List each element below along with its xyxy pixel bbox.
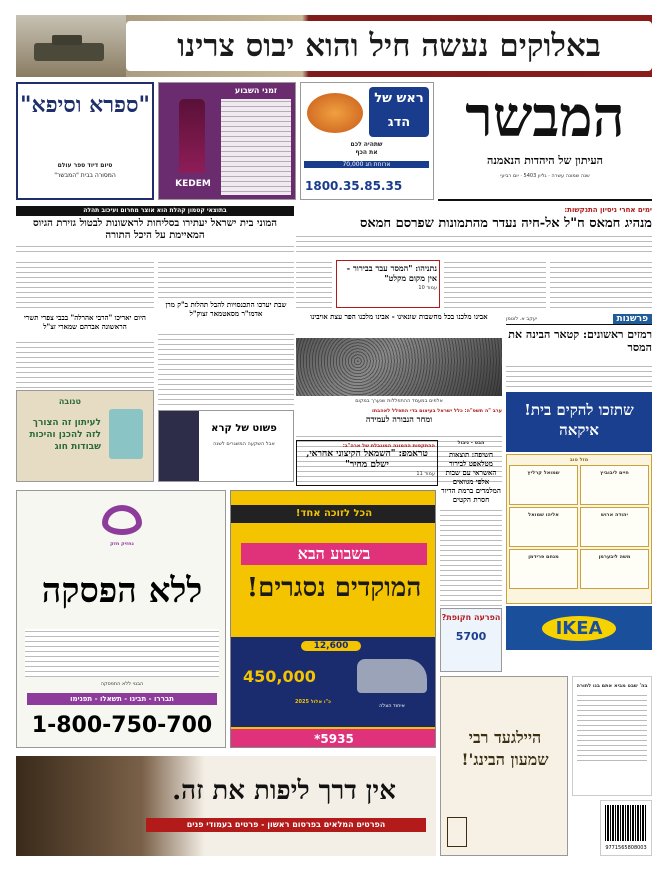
top-banner — [16, 15, 652, 77]
section-top-kicker: בתוצאי קטמון קהלת הוא אוצר מחרום ועיכוב תהלה — [16, 206, 294, 216]
box-trump-label: עמוד 11 — [416, 471, 435, 477]
box-small — [296, 408, 502, 432]
lead-kicker: ימים אחרי ניסיון התנקשות: — [564, 206, 652, 214]
ad-right-small — [572, 676, 652, 796]
quote-box — [336, 260, 440, 308]
lead-article — [296, 206, 652, 256]
ad-shutaf — [158, 410, 294, 482]
ad-nesiha-title: ללא הפסקה — [41, 571, 203, 611]
banner-headline: באלוקים נעשה חיל והוא יבוס צרינו — [126, 21, 652, 71]
lead-headline: מנהיג חמאס ח"ל אל-חיה נעדר מהתמונות שפרסם חמאס — [359, 216, 652, 231]
box-small-kicker: ערב "ה תשפ"ה: כלל ישראל בעיצום בדי התפלל לאהבתו — [372, 408, 502, 414]
masthead-title: המבשר — [465, 84, 625, 150]
ad-shutaf-sub: אבל השקעה המשגרים לשנה — [213, 441, 275, 447]
tank-photo — [16, 15, 126, 77]
ad-new-year-line2: את הכף — [355, 149, 378, 156]
parshanut — [506, 314, 652, 362]
notice-item: שמואל קרליץ — [509, 465, 578, 505]
footer-banner — [16, 756, 436, 856]
ad-right-small-text: בה' שבט מביא אתם בנו לתורה — [576, 683, 648, 689]
box-trump — [296, 440, 438, 486]
center-col-text — [296, 260, 332, 308]
ad-wine — [158, 82, 296, 200]
ad-book-title: היילגעד רבי שמעון הבינג'! — [461, 728, 549, 769]
right-col-text — [550, 260, 652, 310]
center-photo-caption: אלפים במעמד ההתפללות שנערך במקום — [355, 398, 443, 404]
ad-kupat-phone: 5700 — [455, 630, 487, 643]
ad-wine-title: זמני השבוע — [234, 86, 278, 95]
ad-sefra — [16, 82, 154, 200]
barcode-number: 9771565808003 — [605, 845, 647, 851]
notice-item: מנחם פרידמן — [509, 549, 578, 589]
ad-sinai-side: הבט - ניבול — [457, 440, 485, 446]
ad-milk-brand: טנובה — [58, 397, 81, 406]
box-small-title: ומחר הנבורה לעמידה — [365, 414, 433, 424]
ikea-headline-box — [506, 392, 652, 452]
barcode — [600, 800, 652, 856]
left-text-4 — [158, 332, 294, 408]
notice-item: חיים ליבוביץ — [580, 465, 649, 505]
ad-kupat — [440, 608, 502, 672]
ikea-logo: IKEA — [542, 616, 617, 641]
box-trump-title: טראמפ: "השמאל הקיצוני אחראי, ישלם מחיר" — [306, 449, 428, 470]
parshanut-headline: רמזים ראשונים: קטאר הבינה את המסר — [508, 328, 652, 354]
ad-new-year-phone: 1800.35.85.35 — [305, 179, 403, 193]
notice-item: אליהו שמואל — [509, 507, 578, 547]
ad-book — [440, 676, 568, 856]
notice-item: יהודה ארוש — [580, 507, 649, 547]
quote-text: נתניהו: "המסר עבר בבירור - אין מקום מקלט" — [346, 263, 437, 283]
masthead-dateline: שנה שמונה עשרה · גליון 5403 · יום רביעי — [500, 173, 590, 179]
masthead-subtitle: העיתון של היהדות הנאמנה — [487, 154, 603, 167]
center-article-headline — [296, 312, 502, 336]
ad-raffle-date: כ"ו אלול 2025 — [295, 699, 331, 705]
ad-milk-title: לעיתון זה הצורך לזה להכנן והיכות שבודות חוג — [29, 418, 101, 452]
ad-nesiha-brand: נחזיק חזק — [110, 541, 134, 547]
masthead — [438, 82, 652, 201]
left-text-1 — [16, 260, 154, 310]
ad-raffle — [230, 490, 436, 748]
notices-title: מזל טוב — [569, 457, 589, 463]
ad-nesiha-tagline: הבנוי ללא התפסקה — [100, 681, 144, 687]
right-col-text2 — [444, 260, 546, 310]
ad-raffle-big: המוקדים נסגרים! — [246, 573, 422, 603]
ad-wine-brand: KEDEM — [175, 179, 211, 189]
ad-sefra-line1: סיום דיוד ספר עולם — [57, 162, 113, 169]
notices — [506, 454, 652, 604]
ad-raffle-banner: בשבוע הבא — [241, 543, 427, 565]
ad-raffle-org: איחוד הצלה — [379, 703, 405, 709]
ad-new-year-note: ארוחת חג 70,000 — [304, 161, 429, 168]
ad-raffle-phone: *5935 — [231, 729, 436, 748]
box-trump-kicker: ההתקפות ההמונה המוגבלת של ארה"ב: — [342, 443, 435, 449]
ikea-headline: שתזכו להקים בית! איקאה — [524, 401, 634, 439]
section-top-headline: המוני בית ישראל יעתירו בסליחות לראשונות לבטול גזירת הגיוס המאיימת על היכל התורה — [32, 218, 278, 241]
notice-item: משה ליבערמן — [580, 549, 649, 589]
crowd-photo — [296, 338, 502, 396]
ad-new-year-title: ראש של הדג — [369, 87, 429, 137]
footer-sub: הפרטים המלאים בפרסום ראשון - פרטים בעמודי פנים — [146, 818, 426, 832]
article-b-title: היום יאריכו "הרבי אהרלה" בבבי צפרי תשרי הראשונה אברהם שמארי זצ"ל — [24, 313, 146, 331]
ad-raffle-prize: 450,000 — [243, 667, 316, 686]
ad-sinai-title: חשיפה: תוצאות מטלאפט לבירור האשראי עם שבות אלפי מגוואים המלמדים ברמת הדיור חסרת הקטים — [441, 450, 501, 504]
ad-nesiha-contact: תבררו - תבינו - תשאלו - תפנימו — [27, 693, 217, 705]
ad-new-year — [300, 82, 434, 200]
ikea-ad — [506, 606, 652, 650]
ad-sefra-title: "ספרא וסיפא" — [19, 92, 150, 118]
center-photo-headline: אבינו מלכנו בכל מחשבות שונאינו - אבינו מלכנו הפר עצת אויבינו — [310, 312, 488, 321]
ad-nesiha-phone: 1-800-750-700 — [31, 713, 213, 738]
footer-headline: אין דרך ליפות את זה. — [172, 776, 396, 806]
quote-label: עמוד 10 — [418, 285, 437, 291]
ad-sefra-line2: המסורה בבית "המבשר" — [54, 172, 116, 179]
ad-raffle-prize2: 12,600 — [301, 641, 361, 651]
section-top — [16, 206, 294, 256]
article-a — [158, 300, 294, 330]
ad-new-year-line1: שתהיה לכם — [350, 141, 383, 148]
article-a-title: שבת יערכו התכנסויות להבל תהלות ב"ק מרן אדמו"ר מסאטמאר זצוק"ל — [165, 300, 287, 318]
parshanut-text — [506, 364, 652, 388]
left-text-3 — [16, 340, 154, 388]
ad-milk — [16, 390, 154, 482]
ad-shutaf-title: פשוט של קרא — [211, 423, 277, 434]
ad-raffle-top: הכל לזוכה אחד! — [231, 505, 436, 523]
ad-kupat-title: הפרעה חקופת? — [441, 613, 501, 622]
left-text-2 — [158, 260, 294, 298]
parshanut-label: פרשנות — [613, 314, 652, 324]
parshanut-author: יעקב א. לוטמן — [506, 316, 538, 322]
article-b — [16, 313, 154, 339]
ad-nesiha — [16, 490, 226, 748]
